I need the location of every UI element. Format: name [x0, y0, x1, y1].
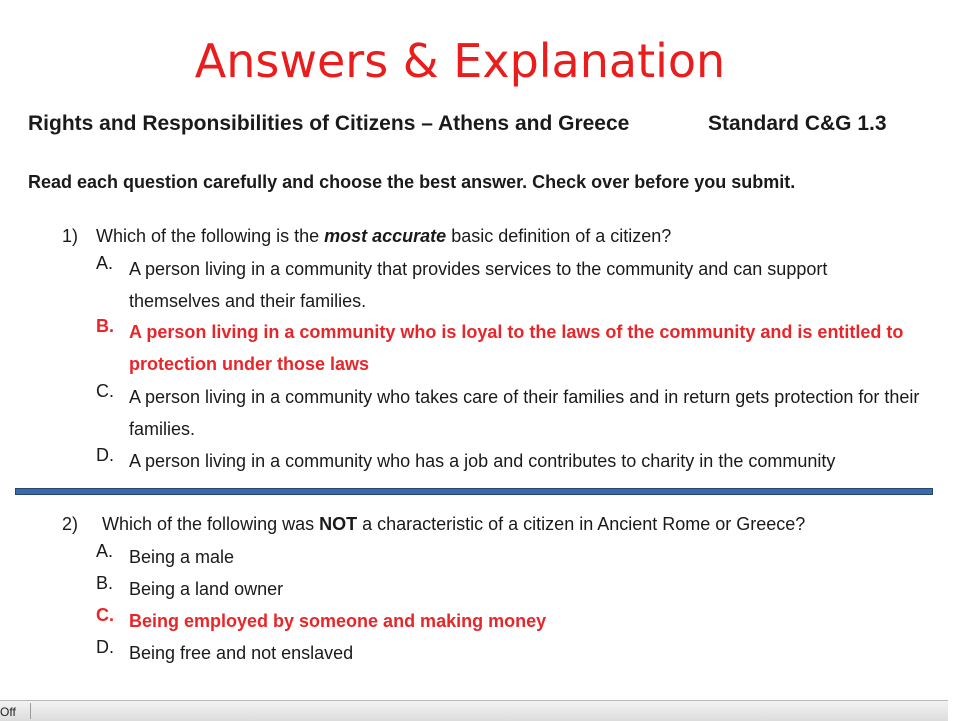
option-text: A person living in a community who has a job and contributes to charity in the community [129, 451, 836, 471]
standard-label: Standard C&G 1.3 [708, 112, 887, 135]
option-letter: A. [96, 541, 114, 561]
option-text: Being free and not enslaved [129, 643, 354, 663]
status-text[interactable]: Off [0, 705, 16, 719]
option-text: A person living in a community that provides services to the community and can support themselves and their families. [129, 259, 828, 311]
section-divider [15, 488, 933, 495]
question-emphasis: most accurate [324, 226, 447, 246]
option-text: Being a land owner [129, 579, 284, 599]
document-header [28, 112, 928, 136]
instructions: Read each question carefully and choose the best answer. Check over before you submit. [28, 172, 796, 192]
document-title: Rights and Responsibilities of Citizens – Athens and Greece [28, 112, 630, 135]
question-text-part: basic definition of a citizen? [446, 226, 672, 246]
option-letter: D. [96, 445, 114, 465]
option-letter: A. [96, 253, 114, 273]
question-text-part: Which of the following was [102, 514, 320, 534]
status-bar [0, 700, 948, 721]
question-number: 2) [62, 514, 79, 534]
slide-title: Answers & Explanation [194, 34, 726, 88]
question-text [96, 226, 671, 247]
option-text: Being employed by someone and making money [129, 611, 547, 631]
option-text: A person living in a community who takes care of their families and in return gets protection for their families. [129, 387, 920, 439]
question-emphasis: NOT [319, 514, 358, 534]
option-text: A person living in a community who is loyal to the laws of the community and is entitled to protection under those laws [129, 322, 904, 374]
option-letter: C. [96, 605, 114, 625]
question-number: 1) [62, 226, 79, 246]
option-text: Being a male [129, 547, 235, 567]
status-separator [30, 703, 31, 719]
option-letter: B. [96, 316, 114, 336]
option-letter: D. [96, 637, 114, 657]
question-text-part: Which of the following is the [96, 226, 325, 246]
option-letter: C. [96, 381, 114, 401]
option-letter: B. [96, 573, 114, 593]
question-text [102, 514, 805, 535]
question-text-part: a characteristic of a citizen in Ancient Rome or Greece? [357, 514, 806, 534]
